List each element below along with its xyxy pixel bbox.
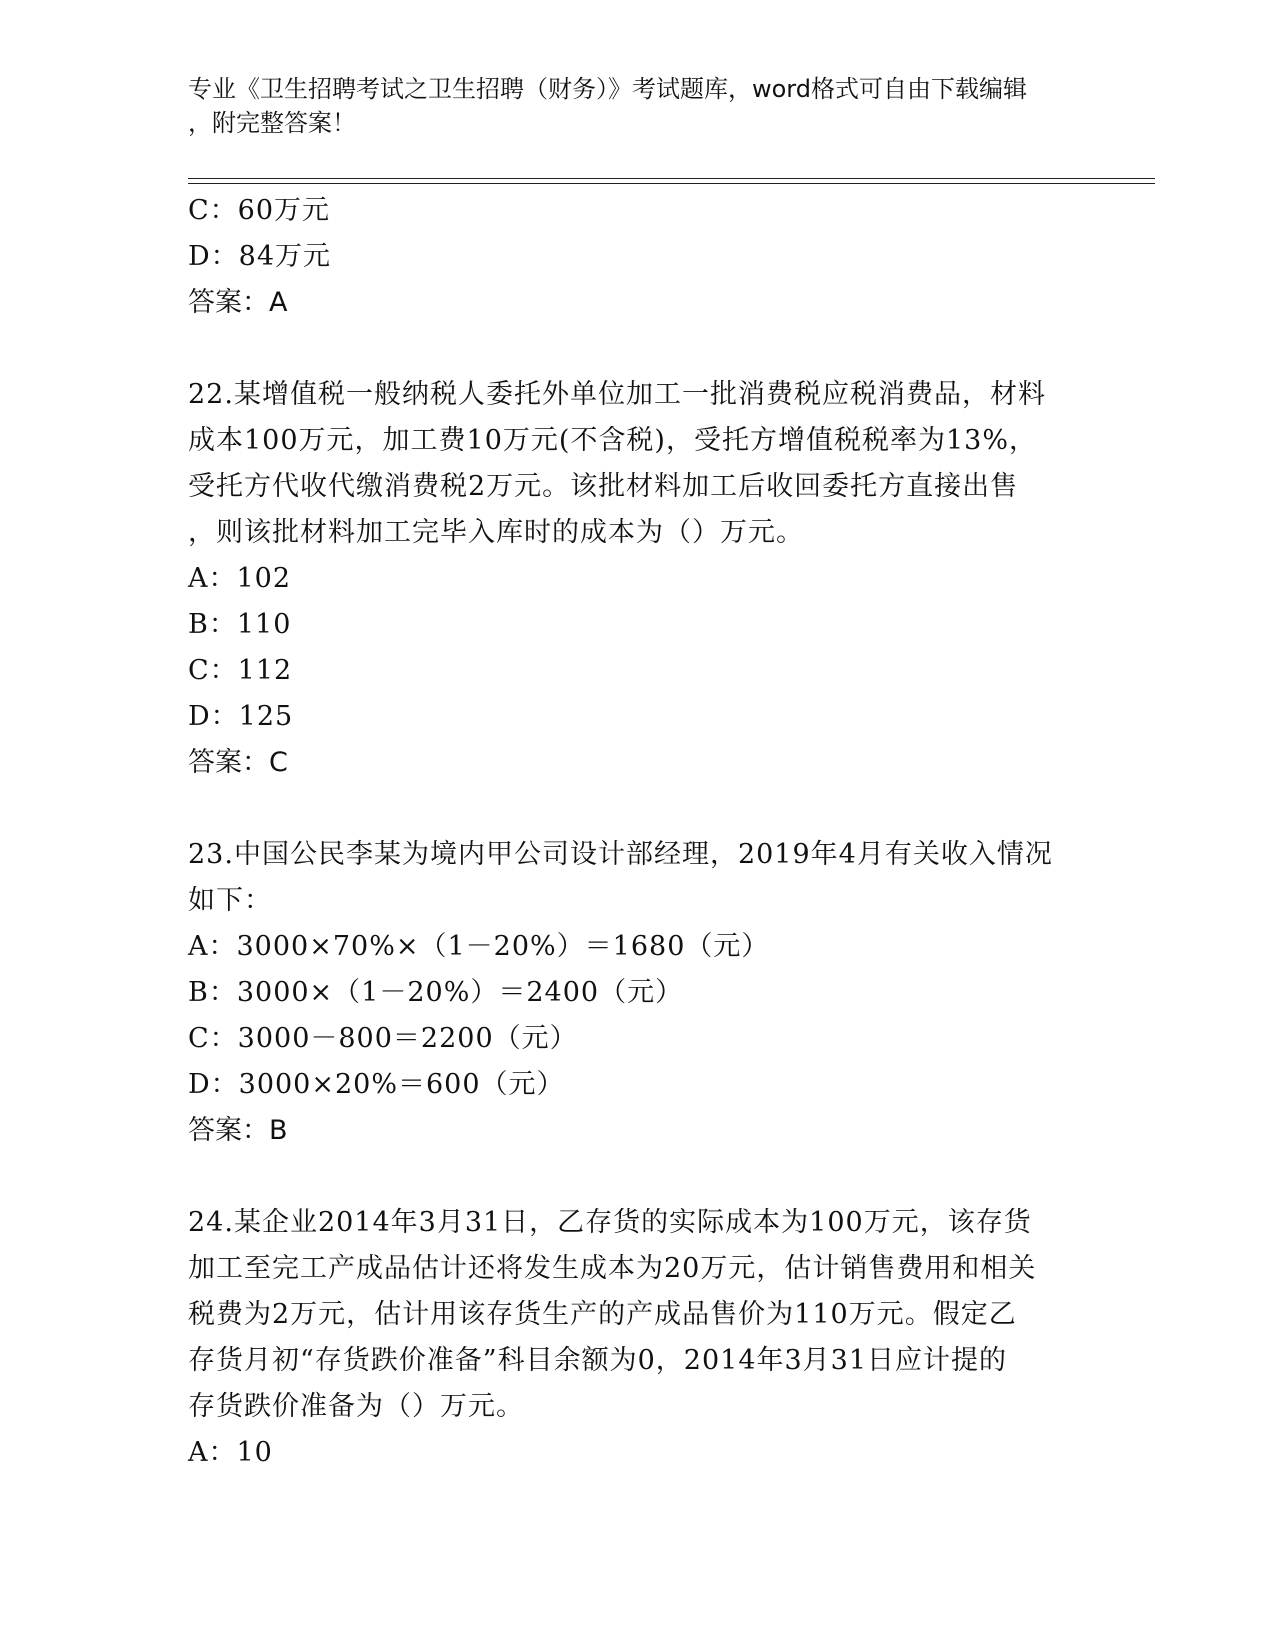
header-divider-bottom — [188, 183, 1155, 184]
spacer — [188, 1154, 1088, 1200]
option-a: A：3000×70%×（1－20%）＝1680（元） — [188, 931, 770, 962]
spacer — [188, 786, 1088, 832]
question-23 — [188, 832, 1088, 1154]
question-text-line: 23.中国公民李某为境内甲公司设计部经理，2019年4月有关收入情况 — [188, 839, 1053, 870]
question-text-line: 加工至完工产成品估计还将发生成本为20万元，估计销售费用和相关 — [188, 1253, 1037, 1284]
question-22 — [188, 372, 1088, 786]
question-text-line: 存货跌价准备为（）万元。 — [188, 1391, 524, 1422]
question-content — [188, 188, 1088, 1476]
question-21-tail — [188, 188, 1088, 326]
question-text-line: ，则该批材料加工完毕入库时的成本为（）万元。 — [188, 517, 804, 548]
answer-line: 答案：A — [188, 287, 288, 318]
question-text-line: 如下： — [188, 885, 272, 916]
question-text-line: 22.某增值税一般纳税人委托外单位加工一批消费税应税消费品，材料 — [188, 379, 1046, 410]
question-text-line: 存货月初“存货跌价准备”科目余额为0，2014年3月31日应计提的 — [188, 1345, 1008, 1376]
option-b: B：110 — [188, 609, 292, 640]
header-title-line-1: 专业《卫生招聘考试之卫生招聘（财务）》考试题库，word格式可自由下载编辑 — [188, 75, 1027, 103]
option-a: A：10 — [188, 1437, 273, 1468]
option-a: A：102 — [188, 563, 292, 594]
page-header — [188, 72, 1088, 140]
option-d: D：3000×20%＝600（元） — [188, 1069, 565, 1100]
option-c: C：60万元 — [188, 195, 331, 226]
option-c: C：3000－800＝2200（元） — [188, 1023, 578, 1054]
question-text-line: 成本100万元，加工费10万元(不含税)，受托方增值税税率为13%， — [188, 425, 1037, 456]
question-text-line: 24.某企业2014年3月31日，乙存货的实际成本为100万元，该存货 — [188, 1207, 1032, 1238]
header-divider-top — [188, 178, 1155, 179]
question-text-line: 受托方代收代缴消费税2万元。该批材料加工后收回委托方直接出售 — [188, 471, 1019, 502]
answer-line: 答案：C — [188, 747, 288, 778]
option-c: C：112 — [188, 655, 293, 686]
header-title-line-2: ，附完整答案！ — [188, 109, 356, 137]
option-b: B：3000×（1－20%）＝2400（元） — [188, 977, 684, 1008]
question-text-line: 税费为2万元，估计用该存货生产的产成品售价为110万元。假定乙 — [188, 1299, 1017, 1330]
spacer — [188, 326, 1088, 372]
option-d: D：125 — [188, 701, 294, 732]
option-d: D：84万元 — [188, 241, 332, 272]
question-24 — [188, 1200, 1088, 1476]
answer-line: 答案：B — [188, 1115, 288, 1146]
